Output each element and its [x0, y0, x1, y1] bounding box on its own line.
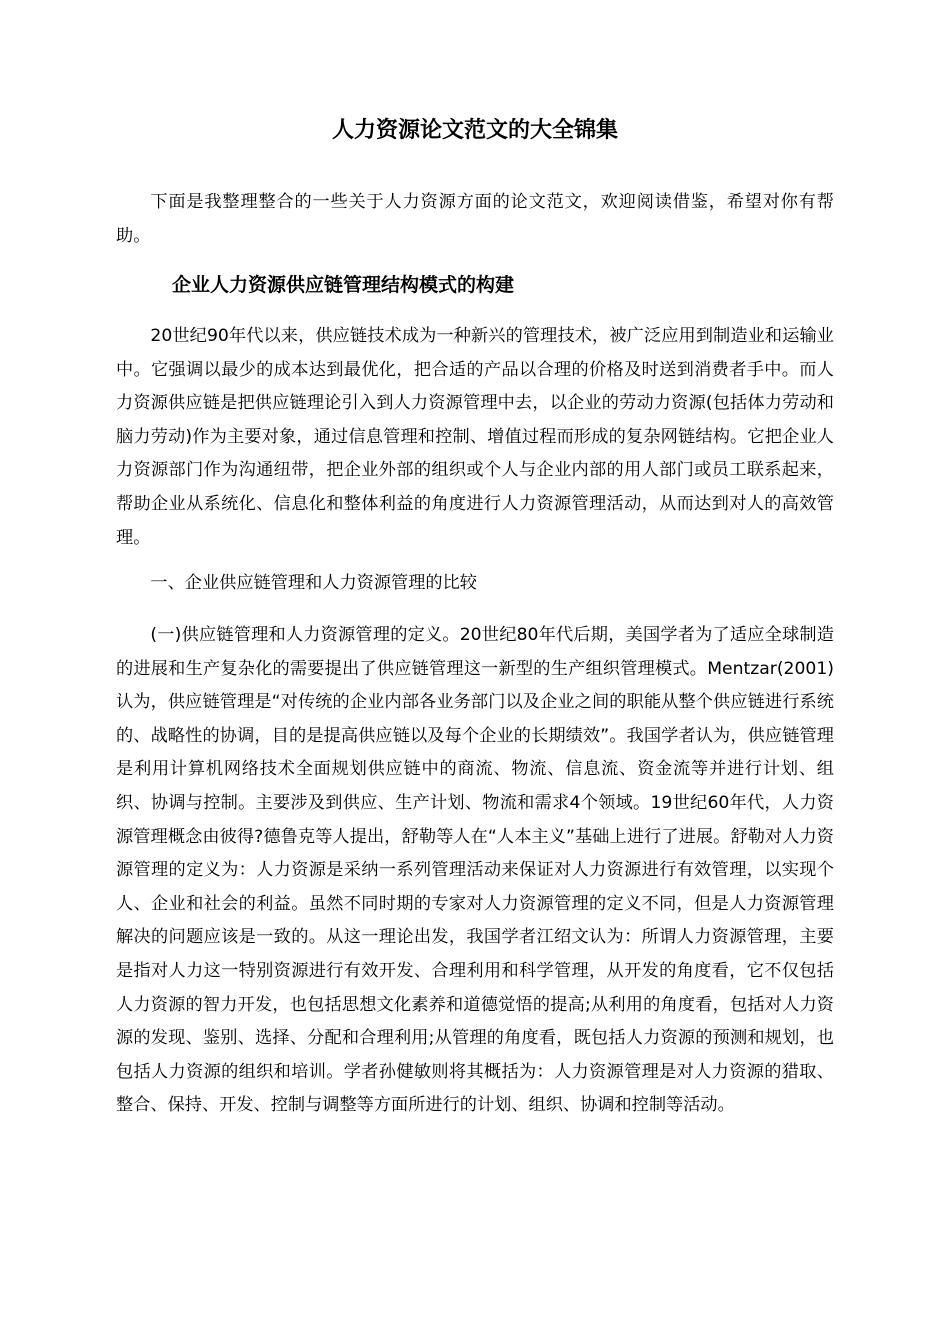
section-heading: 企业人力资源供应链管理结构模式的构建: [172, 274, 515, 296]
background-paragraph: 20世纪90年代以来，供应链技术成为一种新兴的管理技术，被广泛应用到制造业和运输业中。它强调以最少的成本达到最优化，把合适的产品以合理的价格及时送到消费者手中。而人力资源供应链是把供应链理论引入到人力资源管理中去，以企业的劳动力资源(包括体力劳动和脑力劳动)作为主要对象，通过信息管理和控制、增值过程而形成的复杂网链结构。它把企业人力资源部门作为沟通纽带，把企业外部的组织或个人与企业内部的用人部门或员工联系起来，帮助企业从系统化、信息化和整体利益的角度进行人力资源管理活动，从而达到对人的高效管理。: [116, 326, 834, 548]
subsection-heading: 一、企业供应链管理和人力资源管理的比较: [150, 573, 477, 593]
document-title: 人力资源论文范文的大全锦集: [331, 118, 618, 143]
definition-paragraph: (一)供应链管理和人力资源管理的定义。20世纪80年代后期，美国学者为了适应全球制造的进展和生产复杂化的需要提出了供应链管理这一新型的生产组织管理模式。Mentzar(2001)认为，供应链管理是“对传统的企业内部各业务部门以及企业之间的职能从整个供应链进行系统的、战略性的协调，目的是提高供应链以及每个企业的长期绩效”。我国学者认为，供应链管理是利用计算机网络技术全面规划供应链中的商流、物流、信息流、资金流等并进行计划、组织、协调与控制。主要涉及到供应、生产计划、物流和需求4个领域。19世纪60年代，人力资源管理概念由彼得?德鲁克等人提出，舒勒等人在“人本主义”基础上进行了进展。舒勒对人力资源管理的定义为：人力资源是采纳一系列管理活动来保证对人力资源进行有效管理，以实现个人、企业和社会的利益。虽然不同时期的专家对人力资源管理的定义不同，但是人力资源管理解决的问题应该是一致的。从这一理论出发，我国学者江绍文认为：所谓人力资源管理，主要是指对人力这一特别资源进行有效开发、合理利用和科学管理，从开发的角度看，它不仅包括人力资源的智力开发，也包括思想文化素养和道德觉悟的提高;从利用的角度看，包括对人力资源的发现、鉴别、选择、分配和合理利用;从管理的角度看，既包括人力资源的预测和规划，也包括人力资源的组织和培训。学者孙健敏则将其概括为：人力资源管理是对人力资源的猎取、整合、保持、开发、控制与调整等方面所进行的计划、组织、协调和控制等活动。: [116, 625, 834, 1116]
intro-paragraph: 下面是我整理整合的一些关于人力资源方面的论文范文，欢迎阅读借鉴，希望对你有帮助。: [116, 192, 834, 246]
